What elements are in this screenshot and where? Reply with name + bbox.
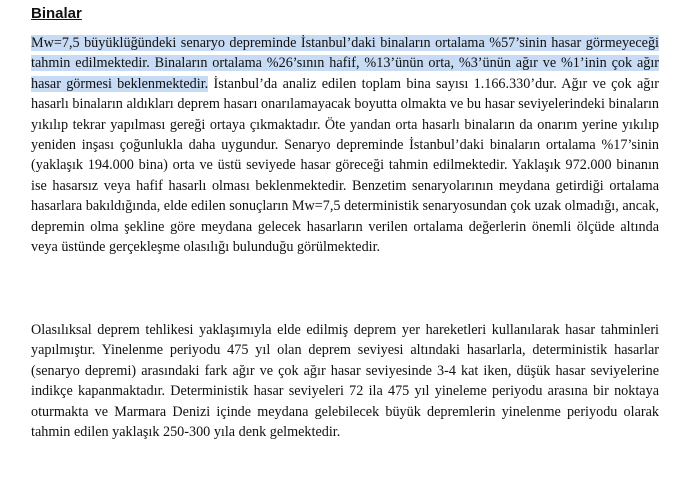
- section-heading: Binalar: [31, 5, 82, 22]
- paragraph-2: Olasılıksal deprem tehlikesi yaklaşımıyla elde edilmiş deprem yer hareketleri kullanılarak hasar tahminleri yapılmıştır. Yinelenme periyodu 475 yıl olan deprem seviyesi altındaki hasarlarla, deterministik hasarlar (senaryo depremi) arasındaki fark ağır ve çok ağır hasar seviyesinde 3-4 kat iken, düşük hasar seviyelerine indikçe kapanmaktadır. Deterministik hasar seviyeleri 72 ila 475 yıl yineleme periyodu arasına bir noktaya oturmakta ve Marmara Denizi içinde meydana gelebilecek büyük depremlerin yinelenme periyodu olarak tahmin edilen yaklaşık 250-300 yıla denk gelmektedir.: [31, 322, 659, 441]
- paragraph-1: [31, 33, 659, 257]
- highlighted-text[interactable]: Mw=7,5 büyüklüğündeki senaryo depreminde İstanbul’daki binaların ortalama %57’sinin hasar görmeyeceği tahmin edilmektedir. Binaların ortalama %26’sının hafif, %13’ünün orta, %3’ünün ağır ve %1’inin çok ağır hasar görmesi beklenmektedir.: [31, 35, 659, 92]
- paragraph-1-body: İstanbul’da analiz edilen toplam bina sayısı 1.166.330’dur. Ağır ve çok ağır hasarlı binaların aldıkları deprem hasarı onarılamayacak boyutta olmakta ve bu hasar seviyelerindeki binaların yıkılıp tekrar yapılması gereği ortaya çıkmaktadır. Öte yandan orta hasarlı binaların da onarım yerine yıkılıp yeniden inşası çoğunlukla daha uygundur. Senaryo depreminde İstanbul’daki binaların ortalama %17’sinin (yaklaşık 194.000 bina) orta ve üstü seviyede hasar göreceği tahmin edilmektedir. Yaklaşık 972.000 binanın ise hasarsız veya hafif hasarlı olması beklenmektedir. Benzetim senaryolarının meydana getirdiği ortalama hasarlara bakıldığında, elde edilen sonuçların Mw=7,5 deterministik senaryosundan çok uzak olmadığı, ancak, depremin olma şekline göre meydana gelecek hasarların verilen ortalama değerlerin önemli ölçüde altında veya üstünde gerçekleşme olasılığı bulunduğu görülmektedir.: [31, 75, 659, 256]
